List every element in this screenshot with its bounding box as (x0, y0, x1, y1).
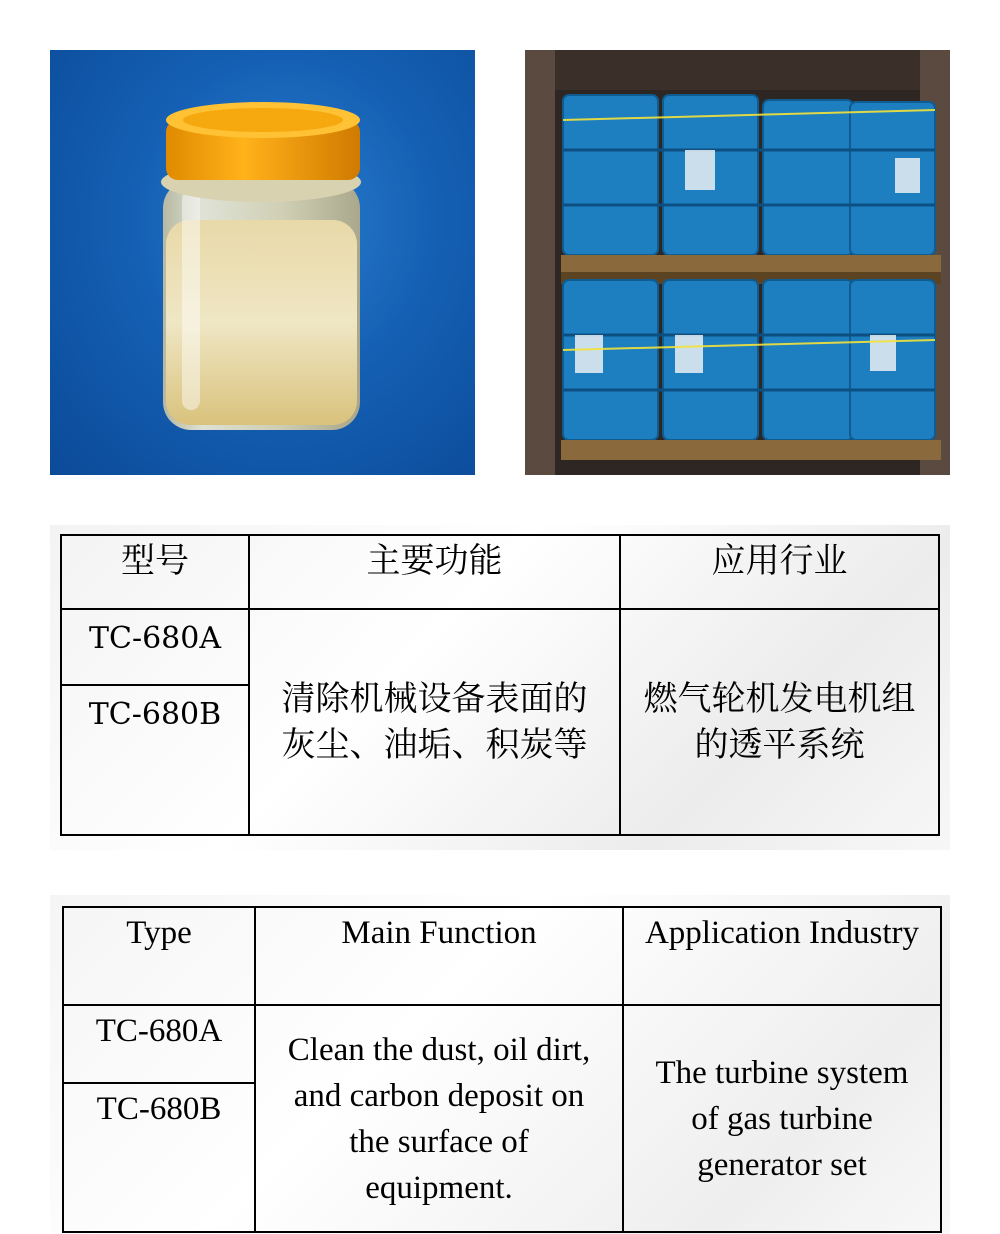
type-cell-b-en: TC-680B (63, 1083, 255, 1232)
header-type-cn: 型号 (61, 535, 249, 609)
industry-line: 燃气轮机发电机组 (643, 679, 916, 719)
industry-line: The turbine system (655, 1054, 909, 1091)
type-cell-b: TC-680B (61, 685, 249, 835)
header-type-en: Type (63, 907, 255, 1005)
industry-line: 的透平系统 (694, 725, 865, 765)
industry-line: of gas turbine (691, 1100, 873, 1137)
function-line: equipment. (365, 1169, 513, 1206)
function-cell-cn (249, 609, 620, 835)
industry-cell-cn (620, 609, 939, 835)
header-function-cn: 主要功能 (249, 535, 620, 609)
header-industry-en: Application Industry (623, 907, 941, 1005)
drums-container-photo (525, 50, 950, 475)
function-line: the surface of (349, 1123, 529, 1160)
drums-illustration (525, 50, 950, 475)
english-spec-section (50, 895, 950, 1234)
function-line: and carbon deposit on (293, 1077, 585, 1114)
industry-cell-en (623, 1005, 941, 1232)
industry-line: generator set (697, 1146, 867, 1183)
jar-illustration (50, 50, 475, 475)
chinese-spec-table (60, 534, 940, 836)
chinese-spec-section (50, 525, 950, 850)
function-line: Clean the dust, oil dirt, (287, 1031, 591, 1068)
header-industry-cn: 应用行业 (620, 535, 939, 609)
type-cell-a-en: TC-680A (63, 1005, 255, 1083)
header-function-en: Main Function (255, 907, 623, 1005)
function-cell-en (255, 1005, 623, 1232)
type-cell-a: TC-680A (61, 609, 249, 685)
function-line: 清除机械设备表面的 (281, 679, 588, 719)
function-line: 灰尘、油垢、积炭等 (281, 725, 588, 765)
english-spec-table (62, 906, 942, 1233)
product-jar-photo (50, 50, 475, 475)
